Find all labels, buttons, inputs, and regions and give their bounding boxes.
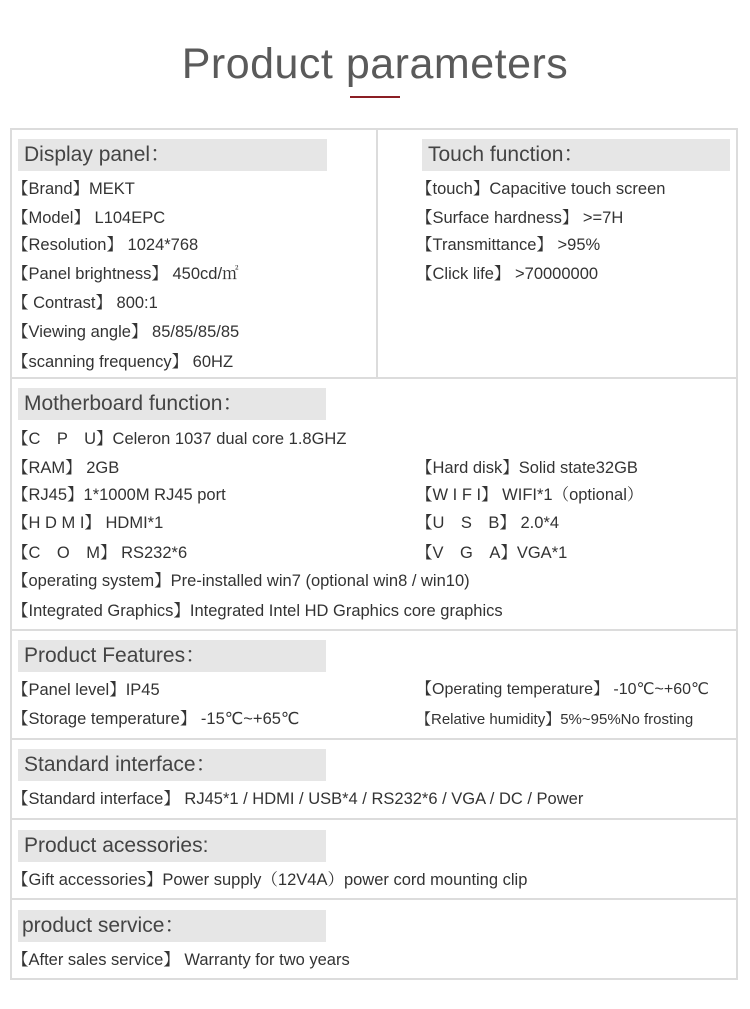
spec-line: 【Surface hardness】 >=7H	[416, 209, 624, 227]
spec-line: 【C O M】 RS232*6	[12, 544, 188, 562]
features-header: Product Features：	[18, 640, 326, 672]
display-touch-section	[10, 128, 738, 379]
service-section	[10, 898, 738, 980]
spec-line: 【H D M I】 HDMI*1	[12, 514, 164, 532]
spec-line: 【Relative humidity】5%~95%No frosting	[416, 711, 694, 728]
spec-line: 【Brand】MEKT	[12, 180, 135, 198]
spec-line: 【Resolution】 1024*768	[12, 236, 199, 254]
spec-line: 【Operating temperature】 -10℃~+60℃	[416, 681, 709, 698]
title-underline	[350, 96, 400, 98]
spec-line: 【Panel level】IP45	[12, 681, 160, 699]
touch-function-header: Touch function：	[422, 139, 730, 171]
accessories-section	[10, 818, 738, 900]
column-divider	[376, 130, 378, 377]
spec-line: 【 Contrast】 800:1	[12, 294, 158, 312]
spec-line: 【scanning frequency】 60HZ	[12, 353, 234, 371]
accessories-header: Product acessories:	[18, 830, 326, 862]
spec-line: 【Standard interface】 RJ45*1 / HDMI / USB*4 / RS232*6 / VGA / DC / Power	[12, 790, 584, 808]
spec-line: 【RJ45】1*1000M RJ45 port	[12, 486, 226, 504]
spec-line: 【Model】 L104EPC	[12, 209, 166, 227]
motherboard-header: Motherboard function：	[18, 388, 326, 420]
spec-line: 【Storage temperature】 -15℃~+65℃	[12, 710, 300, 728]
spec-line: 【C P U】Celeron 1037 dual core 1.8GHZ	[12, 430, 347, 448]
spec-line: 【Click life】 >70000000	[416, 265, 599, 283]
spec-line: 【V G A】VGA*1	[416, 544, 568, 562]
spec-line: 【RAM】 2GB	[12, 459, 120, 477]
spec-line: 【Transmittance】 >95%	[416, 236, 601, 254]
spec-line: 【After sales service】 Warranty for two years	[12, 951, 350, 969]
spec-line: 【U S B】 2.0*4	[416, 514, 560, 532]
features-section	[10, 629, 738, 740]
service-header: product service：	[18, 910, 326, 942]
spec-line: 【Viewing angle】 85/85/85/85	[12, 323, 240, 341]
page-title: Product parameters	[181, 40, 569, 88]
motherboard-section	[10, 377, 738, 631]
spec-line: 【operating system】Pre-installed win7 (optional win8 / win10)	[12, 572, 470, 590]
spec-line: 【Hard disk】Solid state32GB	[416, 459, 638, 477]
spec-line: 【touch】Capacitive touch screen	[416, 180, 666, 198]
spec-line: 【Gift accessories】Power supply（12V4A）power cord mounting clip	[12, 871, 528, 889]
spec-line: 【Panel brightness】 450cd/㎡	[12, 265, 239, 283]
interface-section	[10, 738, 738, 820]
spec-line: 【Integrated Graphics】Integrated Intel HD Graphics core graphics	[12, 602, 503, 620]
display-panel-header: Display panel：	[18, 139, 327, 171]
interface-header: Standard interface：	[18, 749, 326, 781]
spec-line: 【W I F I】 WIFI*1（optional）	[416, 486, 644, 504]
